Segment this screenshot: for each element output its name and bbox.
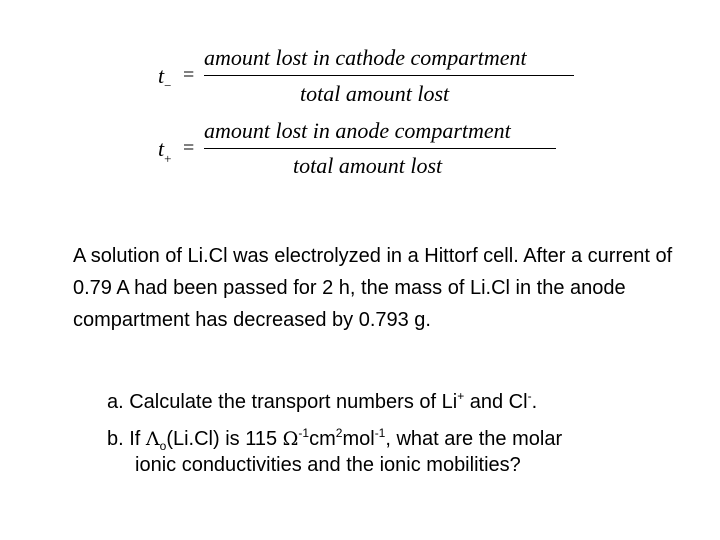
fraction-bar [204,148,556,149]
question-part-a: a. Calculate the transport numbers of Li+ and Cl-. [107,389,538,413]
denominator-total: total amount lost [293,153,443,178]
problem-statement: A solution of Li.Cl was electrolyzed in a Hittorf cell. After a current of 0.79 A had been passed for 2 h, the mass of Li.Cl in the anode compartment has decreased by 0.793 g. [73,245,673,331]
numerator-anode: amount lost in anode compartment [204,118,511,143]
denominator-total: total amount lost [300,81,450,106]
numerator-cathode: amount lost in cathode compartment [204,45,527,70]
t-plus-symbol: $t_+$ [158,136,172,167]
equals-sign: = [183,137,195,159]
t-minus-symbol: $t_-$ [158,63,172,94]
equals-sign: = [183,64,195,86]
lambda-symbol: Λ [145,428,160,450]
question-part-b-continued: ionic conductivities and the ionic mobilities? [135,454,521,476]
fraction-bar [204,75,574,76]
question-part-b: b. If $\Lambda_o(Li.Cl)$ is 115 $\Omega^{-1}cm^2mol^{-1}$, what are the molar [107,426,563,453]
ohm-symbol: Ω [282,428,299,450]
